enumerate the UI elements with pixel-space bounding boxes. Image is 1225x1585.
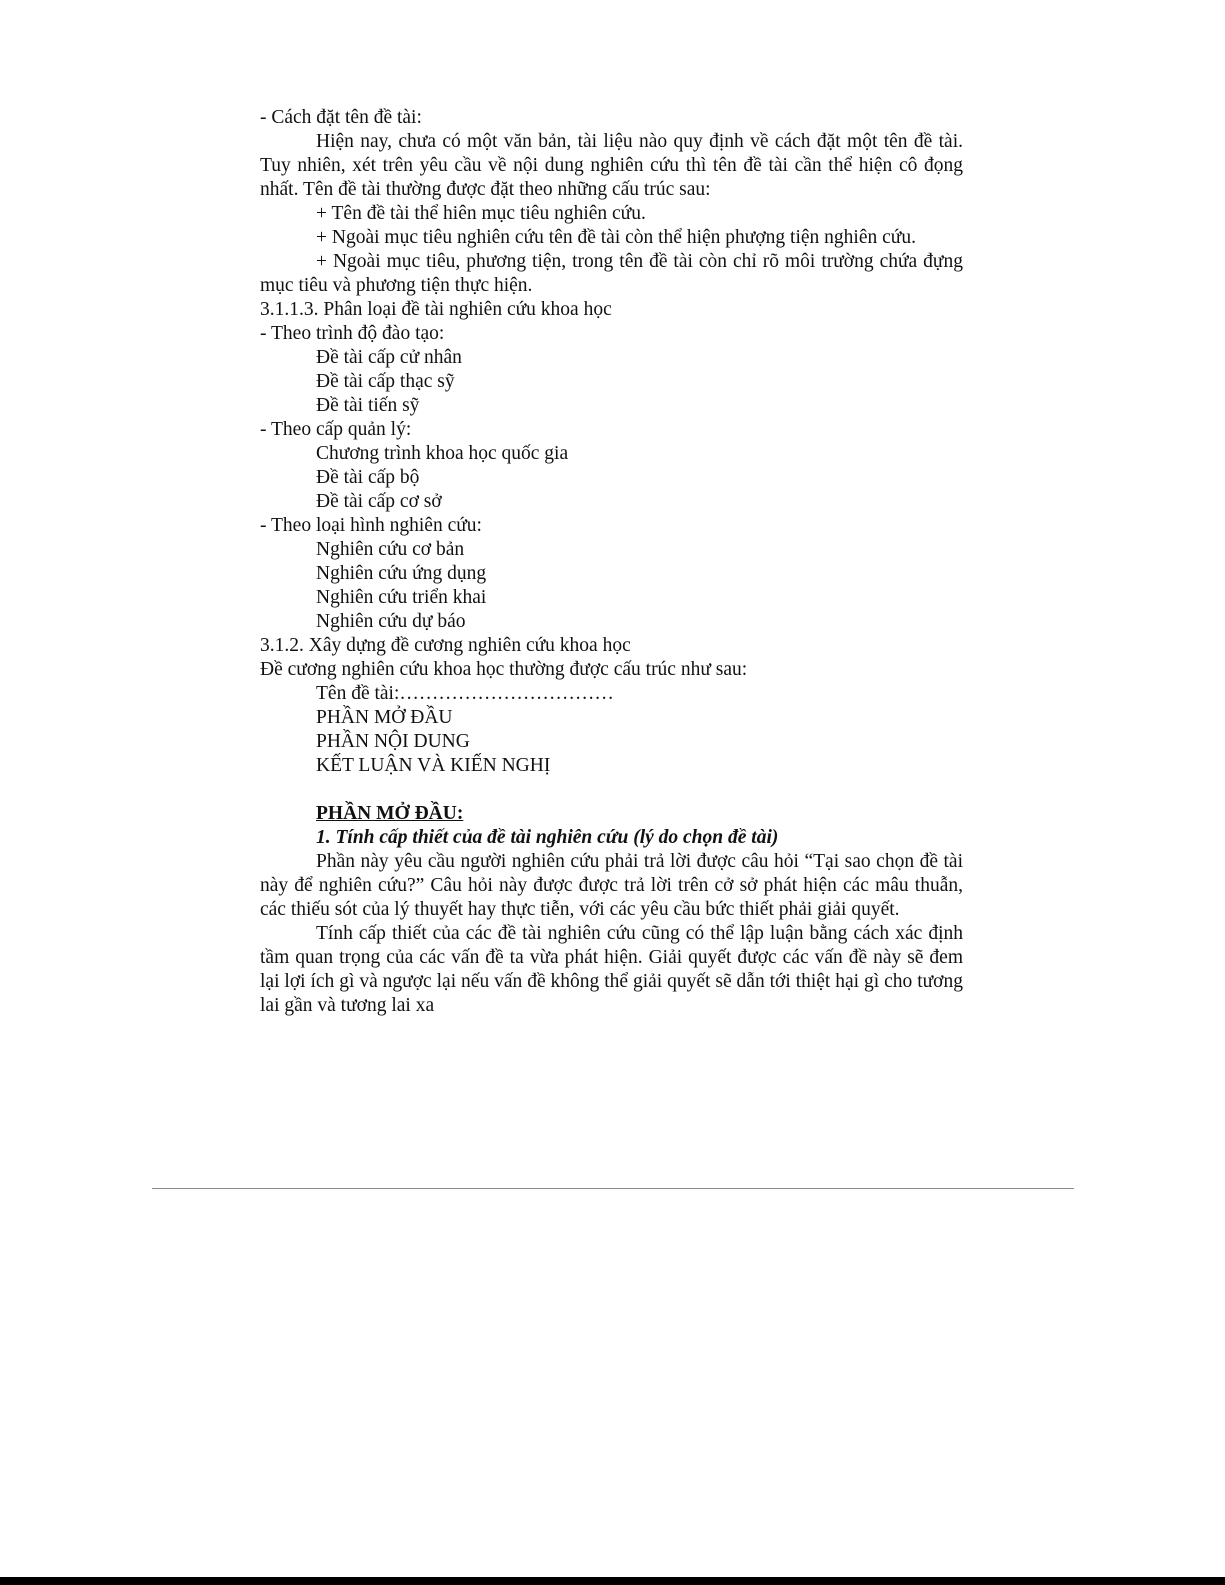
outline-title: 3.1.2. Xây dựng đề cương nghiên cứu khoa học bbox=[260, 635, 631, 656]
list-item: Chương trình khoa học quốc gia bbox=[316, 443, 569, 464]
urgency-paragraph-2: Tính cấp thiết của các đề tài nghiên cứu cũng có thể lập luận bằng cách xác định tầm quan trọng của các vấn đề ta vừa phát hiện. Giải quyết được các vấn đề này sẽ đem lại lợi ích gì và ngược lại nếu vấn đề không thể giải quyết sẽ dẫn tới thiệt hại gì cho tương lai gần và tương lai xa bbox=[260, 923, 963, 1016]
list-item: Đề tài cấp cử nhân bbox=[316, 347, 462, 368]
list-item: Tên đề tài:…………………………… bbox=[316, 683, 614, 704]
by-type-label: - Theo loại hình nghiên cứu: bbox=[260, 515, 482, 536]
list-item: KẾT LUẬN VÀ KIẾN NGHỊ bbox=[316, 755, 551, 776]
urgency-subheading: 1. Tính cấp thiết của đề tài nghiên cứu (lý do chọn đề tài) bbox=[316, 827, 779, 848]
naming-heading: - Cách đặt tên đề tài: bbox=[260, 107, 422, 128]
list-item: PHẦN NỘI DUNG bbox=[316, 731, 470, 752]
naming-item-3: + Ngoài mục tiêu, phương tiện, trong tên đề tài còn chỉ rõ môi trường chứa đựng mục tiêu và phương tiện thực hiện. bbox=[260, 251, 963, 296]
list-item: Đề tài cấp cơ sở bbox=[316, 491, 442, 512]
list-item: Nghiên cứu dự báo bbox=[316, 611, 466, 632]
by-training-label: - Theo trình độ đào tạo: bbox=[260, 323, 445, 344]
document-page bbox=[260, 106, 963, 1018]
bottom-edge-bar bbox=[0, 1577, 1225, 1585]
list-item: PHẦN MỞ ĐẦU bbox=[316, 707, 453, 728]
naming-intro-paragraph: Hiện nay, chưa có một văn bản, tài liệu nào quy định về cách đặt một tên đề tài. Tuy nhiên, xét trên yêu cầu về nội dung nghiên cứu thì tên đề tài cần thể hiện cô đọng nhất. Tên đề tài thường được đặt theo những cấu trúc sau: bbox=[260, 131, 963, 200]
by-management-label: - Theo cấp quản lý: bbox=[260, 419, 412, 440]
classification-title: 3.1.1.3. Phân loại đề tài nghiên cứu khoa học bbox=[260, 299, 612, 320]
list-item: Đề tài cấp thạc sỹ bbox=[316, 371, 455, 392]
list-item: Nghiên cứu triển khai bbox=[316, 587, 487, 608]
opening-heading-text: PHẦN MỞ ĐẦU: bbox=[316, 803, 464, 824]
naming-item-2: + Ngoài mục tiêu nghiên cứu tên đề tài còn thể hiện phượng tiện nghiên cứu. bbox=[316, 227, 916, 248]
page-separator bbox=[152, 1188, 1074, 1189]
opening-heading bbox=[260, 802, 963, 826]
list-item: Đề tài cấp bộ bbox=[316, 467, 420, 488]
list-item: Nghiên cứu cơ bản bbox=[316, 539, 465, 560]
outline-intro: Đề cương nghiên cứu khoa học thường được cấu trúc như sau: bbox=[260, 659, 748, 680]
naming-item-1: + Tên đề tài thể hiên mục tiêu nghiên cứu. bbox=[316, 203, 646, 224]
blank-line bbox=[260, 778, 963, 802]
list-item: Đề tài tiến sỹ bbox=[316, 395, 420, 416]
list-item: Nghiên cứu ứng dụng bbox=[316, 563, 487, 584]
urgency-paragraph-1: Phần này yêu cầu người nghiên cứu phải trả lời được câu hỏi “Tại sao chọn đề tài này để nghiên cứu?” Câu hỏi này được được trả lời trên cở sở phát hiện các mâu thuẫn, các thiếu sót của lý thuyết hay thực tiễn, với các yêu cầu bức thiết phải giải quyết. bbox=[260, 851, 963, 920]
